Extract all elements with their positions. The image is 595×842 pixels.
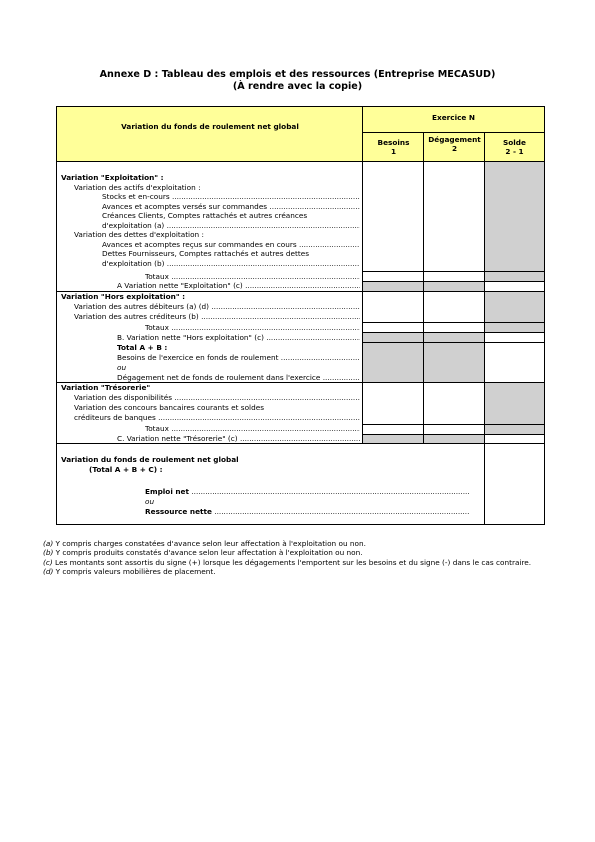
row-line-total-ab (362, 342, 544, 343)
label-besoins-exercice: Besoins de l'exercice en fonds de roulement ..... (117, 353, 360, 363)
page-title (0, 69, 595, 93)
label-totaux-c: Totaux ..... (145, 424, 360, 434)
label-totaux-a: Totaux ..... (145, 272, 360, 282)
label-creances-2: d'exploitation (a) ..... (102, 221, 360, 231)
title-line-1: Annexe D : Tableau des emplois et des ressources (Entreprise MECASUD) (99, 69, 496, 80)
label-dettes-fournisseurs: Dettes Fournisseurs, Comptes rattachés et autres dettes (102, 249, 310, 258)
degagement-shade-a (424, 281, 485, 291)
label-dettes-fournisseurs-2: d'exploitation (b) ..... (102, 259, 360, 269)
header-degagement: Dégagement 2 (428, 135, 481, 153)
label-degagement-net: Dégagement net de fonds de roulement dans l'exercice ..... (117, 373, 360, 383)
degagement-shade-b (424, 332, 485, 382)
label-creances: Créances Clients, Comptes rattachés et autres créances (102, 211, 308, 220)
header-solde: Solde 2 - 1 (503, 138, 526, 156)
label-stocks: Stocks et en-cours ..... (102, 192, 360, 202)
label-crediteurs-banques: créditeurs de banques ..... (74, 413, 360, 423)
footnote-b: (b) Y compris produits constatés d'avance selon leur affectation à l'exploitation ou non. (43, 548, 363, 558)
label-variation-tresorerie: Variation "Trésorerie" (61, 383, 151, 392)
title-line-2: (À rendre avec la copie) (232, 81, 363, 92)
besoins-shade-c (363, 434, 424, 443)
footnote-d: (d) Y compris valeurs mobilières de placement. (43, 567, 216, 577)
label-variation-nette-a: A Variation nette "Exploitation" (c) ..... (117, 281, 360, 291)
label-ressource-nette: Ressource nette ..... (145, 507, 470, 517)
row-line-header (57, 161, 544, 162)
label-autres-debiteurs: Variation des autres débiteurs (a) (d) ..... (74, 302, 360, 312)
solde-shade-exploitation (485, 162, 544, 281)
label-ou-1: ou (117, 362, 127, 372)
resources-table (56, 106, 545, 525)
row-line-b (362, 332, 544, 333)
row-line-totaux-c (362, 424, 544, 425)
label-emploi-net: Emploi net ..... (145, 487, 470, 497)
besoins-shade-a (363, 281, 424, 291)
label-variation-exploitation: Variation "Exploitation" : (61, 173, 164, 182)
row-line-final (57, 443, 544, 444)
label-variation-nette-b: B. Variation nette "Hors exploitation" (c) ..... (117, 333, 360, 343)
label-disponibilites: Variation des disponibilités ..... (74, 393, 360, 403)
solde-shade-tresorerie (485, 382, 544, 434)
footnote-a: (a) Y compris charges constatées d'avance selon leur affectation à l'exploitation ou non. (43, 539, 366, 548)
label-total-ab: Total A + B : (117, 342, 168, 352)
label-ou-2: ou (145, 497, 155, 506)
degagement-shade-c (424, 434, 485, 443)
col-line-2 (423, 132, 424, 443)
row-line-exercice (362, 132, 544, 133)
label-avances-recus: Avances et acomptes reçus sur commandes en cours ..... (102, 240, 360, 250)
label-actifs-exploitation: Variation des actifs d'exploitation : (74, 182, 201, 192)
label-concours-bancaires: Variation des concours bancaires courants et soldes (74, 403, 265, 412)
row-line-a (362, 281, 544, 282)
label-autres-crediteurs: Variation des autres créditeurs (b) ..... (74, 312, 360, 322)
header-besoins: Besoins 1 (377, 138, 410, 156)
label-avances-verses: Avances et acomptes versés sur commandes ..... (102, 202, 360, 212)
label-totaux-b: Totaux ..... (145, 323, 360, 333)
col-line-1 (362, 107, 363, 443)
col-line-3 (484, 132, 485, 524)
row-line-totaux-b (362, 322, 544, 323)
header-exercice: Exercice N (432, 113, 475, 122)
header-main: Variation du fonds de roulement net global (121, 122, 299, 131)
row-line-c (362, 434, 544, 435)
footnotes (43, 539, 553, 577)
label-variation-nette-c: C. Variation nette "Trésorerie" (c) ..... (117, 434, 360, 444)
row-line-totaux-a (362, 271, 544, 272)
solde-shade-hors (485, 291, 544, 332)
label-final-total: (Total A + B + C) : (89, 464, 163, 474)
label-dettes-exploitation: Variation des dettes d'exploitation : (74, 230, 204, 239)
footnote-c: (c) Les montants sont assortis du signe (+) lorsque les dégagements l'emportent sur les besoins et du signe (-) dans le cas contraire. (43, 557, 532, 567)
label-variation-hors-exploitation: Variation "Hors exploitation" : (61, 292, 186, 301)
label-final-title: Variation du fonds de roulement net global (61, 455, 239, 464)
besoins-shade-b (363, 332, 424, 382)
